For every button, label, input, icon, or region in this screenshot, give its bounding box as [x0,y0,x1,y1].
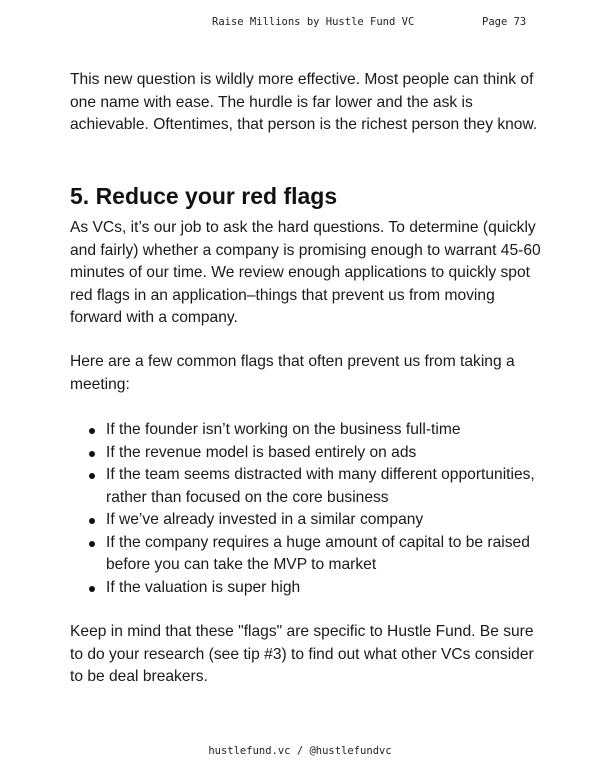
text-line: red flags in an application–things that prevent us from moving [70,286,495,304]
text-line: achievable. Oftentimes, that person is the richest person they know. [70,116,538,133]
text-line: If the revenue model is based entirely on ads [106,443,417,461]
list-item [70,419,535,442]
text-line: one name with ease. The hurdle is far lower and the ask is [70,93,473,111]
red-flags-list [70,419,535,599]
paragraph-intro [70,69,537,137]
paragraph-flags-intro [70,351,515,396]
text-line: If the team seems distracted with many different opportunities, [106,466,535,483]
text-line: before you can take the MVP to market [106,556,377,573]
text-line: If the company requires a huge amount of capital to be raised [106,533,530,551]
list-item [70,577,535,600]
text-line: and fairly) whether a company is promising enough to warrant 45-60 [70,241,541,259]
text-line: Keep in mind that these "flags" are specific to Hustle Fund. Be sure [70,623,534,640]
text-line: If we’ve already invested in a similar company [106,511,424,528]
text-line: rather than focused on the core business [106,488,389,506]
text-line: If the valuation is super high [106,578,301,596]
paragraph-closing [70,621,534,689]
text-line: If the founder isn’t working on the business full-time [106,421,461,438]
text-line: to be deal breakers. [70,668,208,685]
text-line: Here are a few common flags that often prevent us from taking a [70,353,515,370]
text-line: This new question is wildly more effective. Most people can think of [70,71,534,88]
list-item [70,464,535,509]
text-line: As VCs, it’s our job to ask the hard questions. To determine (quickly [70,219,536,236]
list-item [70,442,535,465]
text-line: meeting: [70,375,130,393]
footer: hustlefund.vc / @hustlefundvc [208,745,392,757]
text-line: to do your research (see tip #3) to find out what other VCs consider [70,645,534,663]
section-heading: 5. Reduce your red flags [70,183,338,209]
list-item [70,532,535,577]
paragraph-vc-role [70,217,541,330]
list-item [70,509,535,532]
running-header-title: Raise Millions by Hustle Fund VC [212,16,415,28]
page-number: Page 73 [482,16,527,28]
text-line: minutes of our time. We review enough applications to quickly spot [70,264,530,281]
text-line: forward with a company. [70,309,238,326]
